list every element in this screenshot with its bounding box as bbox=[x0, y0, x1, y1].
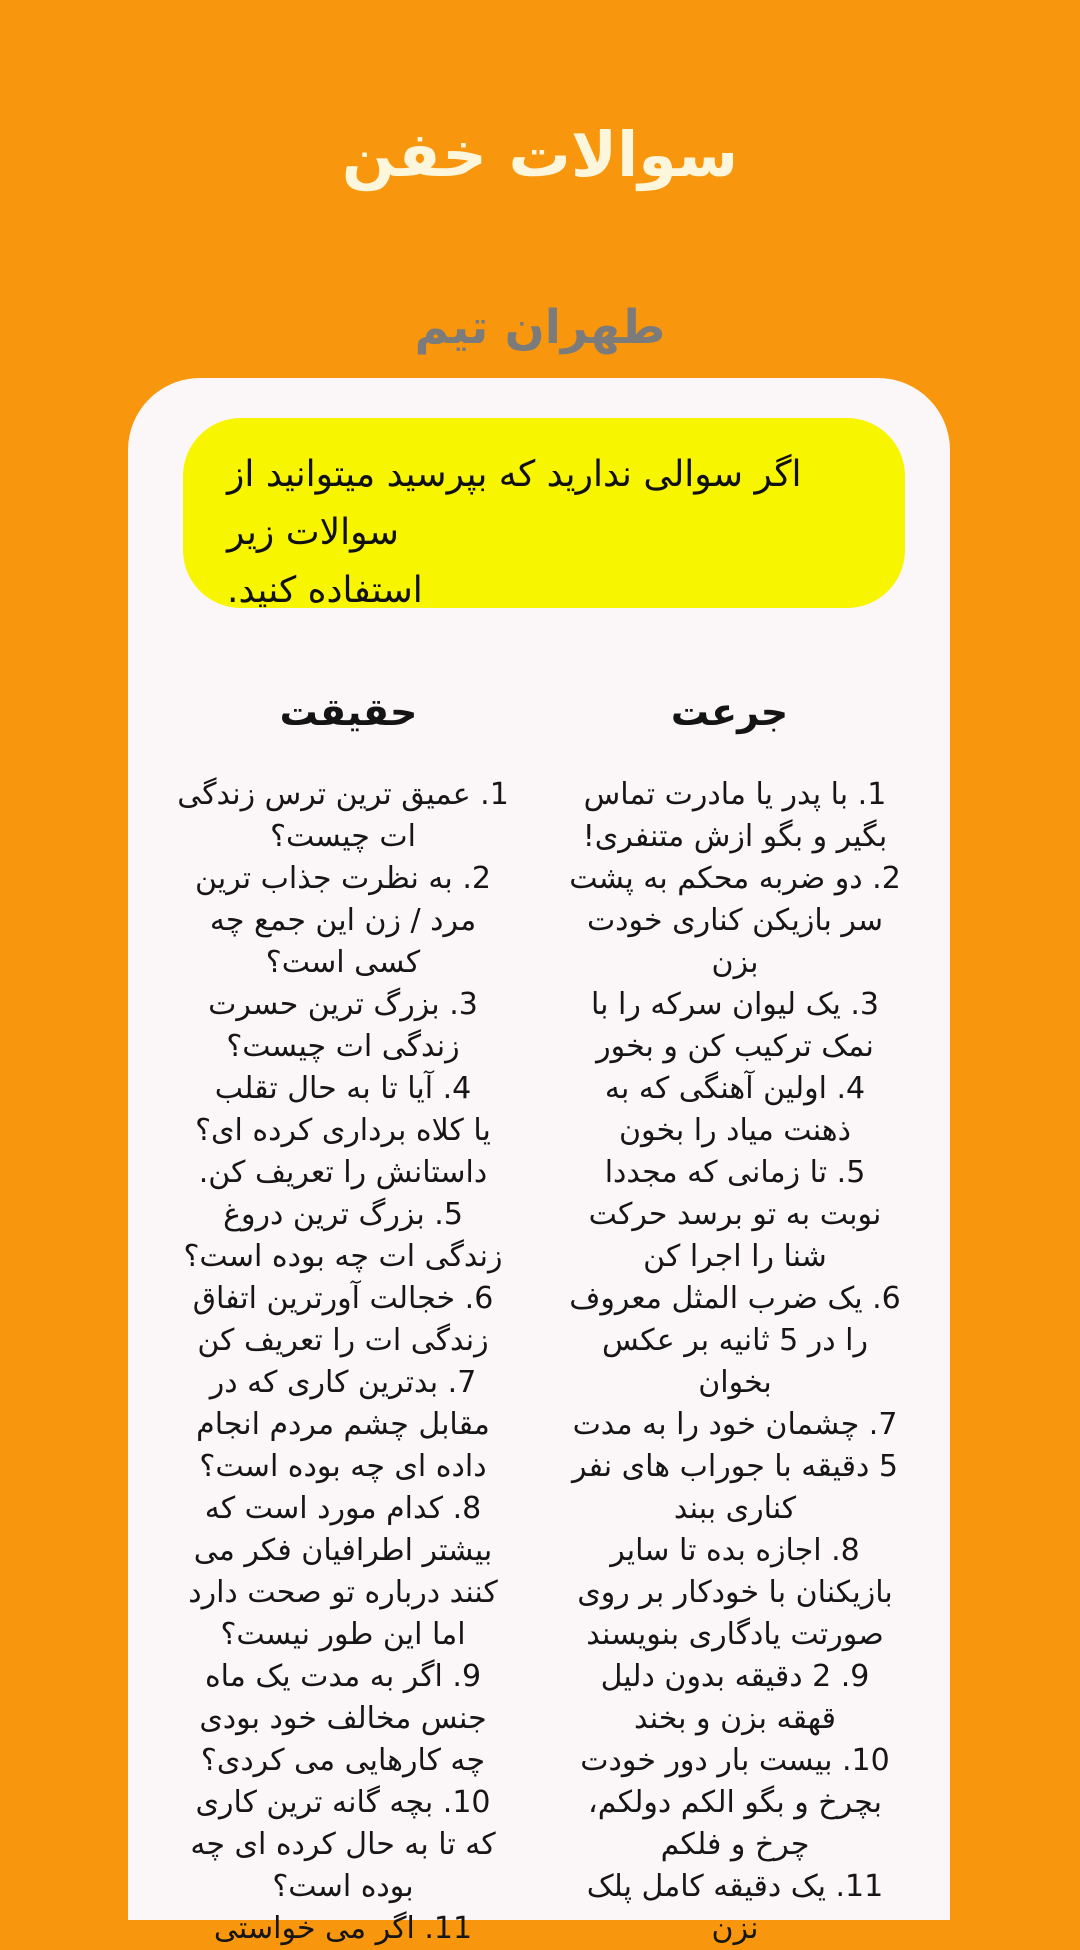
question-line: 10. بچه گانه ترین کاری bbox=[195, 1785, 491, 1820]
question-line: کسی است؟ bbox=[265, 945, 421, 980]
notice-bubble bbox=[183, 418, 905, 611]
question-line: شنا را اجرا کن bbox=[643, 1239, 827, 1274]
question-line: ذهنت میاد را بخون bbox=[619, 1113, 851, 1148]
question-line: داده ای چه بوده است؟ bbox=[199, 1449, 487, 1484]
question-line: 5 دقیقه با جوراب های نفر bbox=[572, 1449, 898, 1484]
question-line: کناری ببند bbox=[673, 1491, 797, 1526]
question-line: بیشتر اطرافیان فکر می bbox=[193, 1533, 493, 1568]
question-line: 6. خجالت آورترین اتفاق bbox=[192, 1281, 494, 1316]
question-line: چه کارهایی می کردی؟ bbox=[200, 1743, 486, 1778]
question-line: را در 5 ثانیه بر عکس bbox=[601, 1323, 869, 1358]
notice-line-2: استفاده کنید. bbox=[227, 570, 423, 611]
question-line: بزن bbox=[711, 945, 759, 980]
question-line: نزن bbox=[711, 1911, 759, 1946]
question-line: بگیر و بگو ازش متنفری! bbox=[582, 819, 888, 854]
question-line: 9. 2 دقیقه بدون دلیل bbox=[600, 1659, 870, 1694]
question-line: که تا به حال کرده ای چه bbox=[190, 1827, 496, 1862]
questions-card bbox=[128, 378, 950, 1946]
question-line: 3. بزرگ ترین حسرت bbox=[208, 987, 478, 1022]
question-line: کنند درباره تو صحت دارد bbox=[188, 1575, 498, 1610]
question-line: ات چیست؟ bbox=[270, 819, 416, 854]
question-line: بوده است؟ bbox=[272, 1869, 414, 1904]
question-line: بازیکنان با خودکار بر روی bbox=[577, 1575, 893, 1610]
column-header-dare: جرعت bbox=[670, 690, 789, 734]
question-line: 8. کدام مورد است که bbox=[204, 1491, 482, 1526]
question-line: 3. یک لیوان سرکه را با bbox=[591, 987, 879, 1022]
question-line: یا کلاه برداری کرده ای؟ bbox=[195, 1113, 491, 1148]
question-line: مرد / زن این جمع چه bbox=[209, 903, 477, 938]
question-line: داستانش را تعریف کن. bbox=[198, 1155, 488, 1190]
question-line: سر بازیکن کناری خودت bbox=[586, 903, 884, 938]
page-subtitle: طهران تیم bbox=[414, 300, 666, 355]
page-title: سوالات خفن bbox=[341, 118, 739, 191]
truth-question-list bbox=[162, 774, 524, 1950]
notice-line-1: اگر سوالی ندارید که بپرسید میتوانید از سوالات زیر bbox=[227, 454, 802, 553]
column-header-truth: حقیقت bbox=[279, 690, 418, 734]
question-line: مقابل چشم مردم انجام bbox=[196, 1407, 490, 1442]
question-line: نوبت به تو برسد حرکت bbox=[588, 1197, 882, 1232]
question-line: بچرخ و بگو الکم دولکم، bbox=[588, 1785, 882, 1820]
question-line: زندگی ات چه بوده است؟ bbox=[183, 1239, 503, 1274]
question-line: چرخ و فلکم bbox=[660, 1827, 810, 1862]
question-line: بخوان bbox=[698, 1365, 772, 1400]
question-line: 4. آیا تا به حال تقلب bbox=[214, 1071, 472, 1106]
question-line: 9. اگر به مدت یک ماه bbox=[204, 1659, 482, 1694]
question-line: صورتت یادگاری بنویسند bbox=[586, 1617, 884, 1652]
question-line: 10. بیست بار دور خودت bbox=[580, 1743, 890, 1778]
dare-question-list bbox=[554, 774, 916, 1950]
question-line: 1. عمیق ترین ترس زندگی bbox=[177, 777, 509, 812]
question-line: 1. با پدر یا مادرت تماس bbox=[583, 777, 887, 812]
question-line: قهقه بزن و بخند bbox=[634, 1701, 836, 1736]
question-line: 2. دو ضربه محکم به پشت bbox=[569, 861, 901, 896]
question-line: جنس مخالف خود بودی bbox=[199, 1701, 487, 1736]
question-line: 6. یک ضرب المثل معروف bbox=[569, 1281, 901, 1316]
question-line: 11. یک دقیقه کامل پلک bbox=[586, 1869, 884, 1904]
question-line: 5. تا زمانی که مجددا bbox=[604, 1155, 866, 1190]
question-line: نمک ترکیب کن و بخور bbox=[596, 1029, 874, 1064]
question-line: 2. به نظرت جذاب ترین bbox=[195, 861, 491, 896]
question-columns bbox=[128, 774, 950, 1950]
question-line: 11. اگر می خواستی bbox=[213, 1911, 473, 1946]
question-line: زندگی ات چیست؟ bbox=[226, 1029, 460, 1064]
question-line: اما این طور نیست؟ bbox=[220, 1617, 466, 1652]
question-line: 7. بدترین کاری که در bbox=[209, 1365, 477, 1400]
column-headers bbox=[128, 690, 950, 734]
question-line: 4. اولین آهنگی که به bbox=[604, 1071, 866, 1106]
question-line: 8. اجازه بده تا سایر bbox=[610, 1533, 860, 1568]
question-line: زندگی ات را تعریف کن bbox=[197, 1323, 489, 1358]
question-line: 7. چشمان خود را به مدت bbox=[572, 1407, 898, 1442]
question-line: 5. بزرگ ترین دروغ bbox=[223, 1197, 463, 1232]
